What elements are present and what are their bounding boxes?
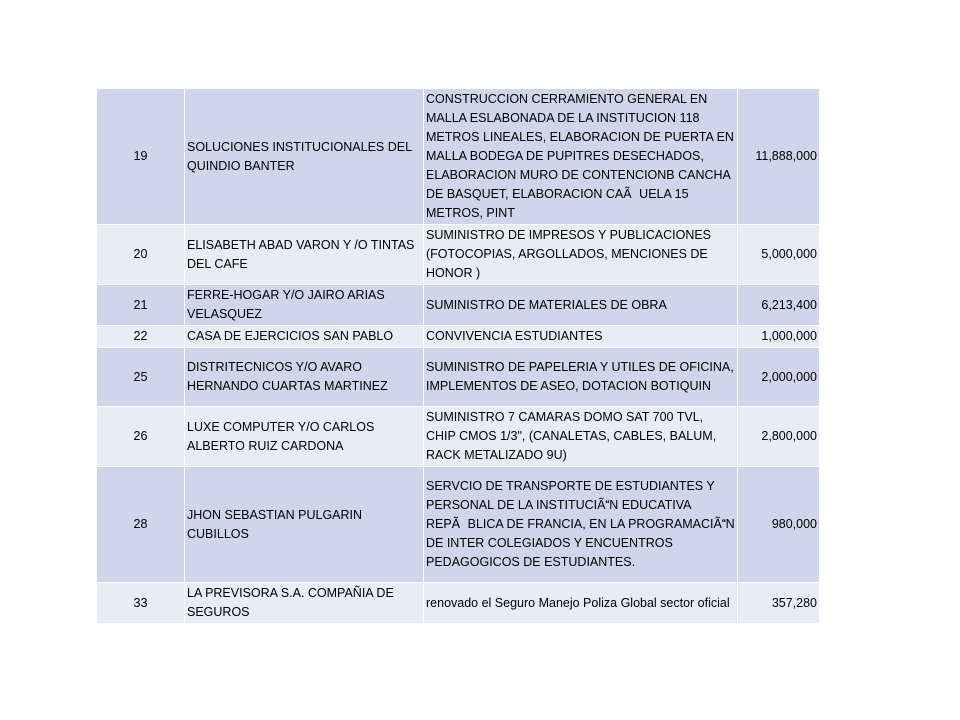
row-number: 25 [97, 348, 185, 407]
row-number: 33 [97, 583, 185, 624]
provider-name: DISTRITECNICOS Y/O AVARO HERNANDO CUARTAS MARTINEZ [185, 348, 424, 407]
row-number: 28 [97, 467, 185, 583]
table-row [97, 407, 820, 467]
row-number: 22 [97, 326, 185, 348]
contract-amount: 11,888,000 [738, 89, 820, 225]
contract-description: renovado el Seguro Manejo Poliza Global sector oficial [424, 583, 738, 624]
contract-amount: 2,000,000 [738, 348, 820, 407]
table-row [97, 89, 820, 225]
row-number: 26 [97, 407, 185, 467]
contract-description: CONSTRUCCION CERRAMIENTO GENERAL EN MALLA ESLABONADA DE LA INSTITUCION 118 METROS LINEALES, ELABORACION DE PUERTA EN MALLA BODEGA DE PUPITRES DESECHADOS, ELABORACION MURO DE CONTENCIONB CANCHA DE BASQUET, ELABORACION CAÃUELA 15 METROS, PINT [424, 89, 738, 225]
contract-amount: 2,800,000 [738, 407, 820, 467]
table-row [97, 326, 820, 348]
contract-description: SUMINISTRO DE MATERIALES DE OBRA [424, 285, 738, 326]
contract-amount: 6,213,400 [738, 285, 820, 326]
table-row [97, 225, 820, 285]
contracts-table [96, 88, 820, 624]
table-row [97, 285, 820, 326]
provider-name: SOLUCIONES INSTITUCIONALES DEL QUINDIO BANTER [185, 89, 424, 225]
row-number: 21 [97, 285, 185, 326]
contract-description: SUMINISTRO 7 CAMARAS DOMO SAT 700 TVL, CHIP CMOS 1/3", (CANALETAS, CABLES, BALUM, RACK METALIZADO 9U) [424, 407, 738, 467]
contract-amount: 5,000,000 [738, 225, 820, 285]
row-number: 19 [97, 89, 185, 225]
table-row [97, 467, 820, 583]
contract-description: SERVCIO DE TRANSPORTE DE ESTUDIANTES Y PERSONAL DE LA INSTITUCIÃN EDUCATIVA REPÃBLICA DE FRANCIA, EN LA PROGRAMACIÃN DE INTER COLEGIADOS Y ENCUENTROS PEDAGOGICOS DE ESTUDIANTES. [424, 467, 738, 583]
contract-description: SUMINISTRO DE IMPRESOS Y PUBLICACIONES (FOTOCOPIAS, ARGOLLADOS, MENCIONES DE HONOR ) [424, 225, 738, 285]
contract-amount: 1,000,000 [738, 326, 820, 348]
provider-name: CASA DE EJERCICIOS SAN PABLO [185, 326, 424, 348]
row-number: 20 [97, 225, 185, 285]
provider-name: FERRE-HOGAR Y/O JAIRO ARIAS VELASQUEZ [185, 285, 424, 326]
contract-description: CONVIVENCIA ESTUDIANTES [424, 326, 738, 348]
table-row [97, 348, 820, 407]
provider-name: ELISABETH ABAD VARON Y /O TINTAS DEL CAFE [185, 225, 424, 285]
provider-name: LUXE COMPUTER Y/O CARLOS ALBERTO RUIZ CARDONA [185, 407, 424, 467]
provider-name: JHON SEBASTIAN PULGARIN CUBILLOS [185, 467, 424, 583]
contract-amount: 357,280 [738, 583, 820, 624]
contract-description: SUMINISTRO DE PAPELERIA Y UTILES DE OFICINA, IMPLEMENTOS DE ASEO, DOTACION BOTIQUIN [424, 348, 738, 407]
table-row [97, 583, 820, 624]
provider-name: LA PREVISORA S.A. COMPAÑIA DE SEGUROS [185, 583, 424, 624]
contract-amount: 980,000 [738, 467, 820, 583]
